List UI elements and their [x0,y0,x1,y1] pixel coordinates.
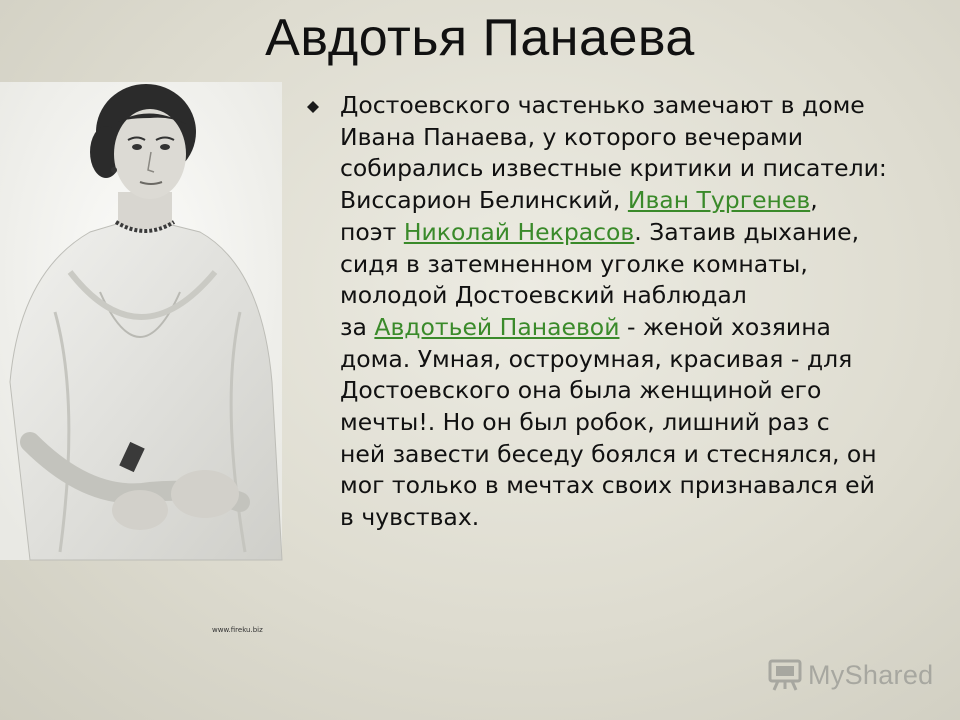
text-line [340,122,950,154]
text-segment: Виссарион Белинский, [340,186,628,215]
text-line [340,375,950,407]
text-line [340,153,950,185]
myshared-logo [768,657,933,693]
inline-link[interactable]: Николай Некрасов [403,217,635,246]
text-segment: за [340,312,375,341]
text-segment: , [810,186,818,215]
text-line [340,217,950,249]
text-line [340,90,950,122]
text-segment: мог только в мечтах своих признавался ей [340,471,875,500]
portrait-image [0,82,282,634]
text-segment: молодой Достоевский наблюдал [340,281,747,310]
presentation-board-icon [768,658,802,692]
text-segment: ней завести беседу боялся и стеснялся, он [340,439,877,468]
slide-title: Авдотья Панаева [265,9,695,67]
text-line [340,502,950,534]
text-line [340,344,950,376]
text-segment: мечты!. Но он был робок, лишний раз с [340,408,830,437]
text-segment: собирались известные критики и писатели: [340,154,887,183]
text-line [340,407,950,439]
text-segment: в чувствах. [340,503,480,532]
text-segment: - женой хозяина [619,312,831,341]
text-line [340,185,950,217]
text-line [340,249,950,281]
text-segment: Ивана Панаева, у которого вечерами [340,122,804,151]
text-segment: сидя в затемненном уголке комнаты, [340,249,808,278]
logo-text: MyShared [808,659,934,690]
text-segment: Достоевского частенько замечают в доме [340,91,865,119]
text-line [340,470,950,502]
text-line [340,439,950,471]
text-segment: . Затаив дыхание, [634,217,860,246]
bullet-text [340,90,950,534]
text-segment: поэт [340,217,404,246]
inline-link[interactable]: Иван Тургенев [627,186,811,215]
text-line [340,312,950,344]
portrait-watermark: www.fireku.biz [212,626,263,634]
text-segment: Достоевского она была женщиной его [340,376,822,405]
text-segment: дома. Умная, остроумная, красивая - для [340,344,853,373]
inline-link[interactable]: Авдотьей Панаевой [374,312,620,341]
text-line [340,280,950,312]
